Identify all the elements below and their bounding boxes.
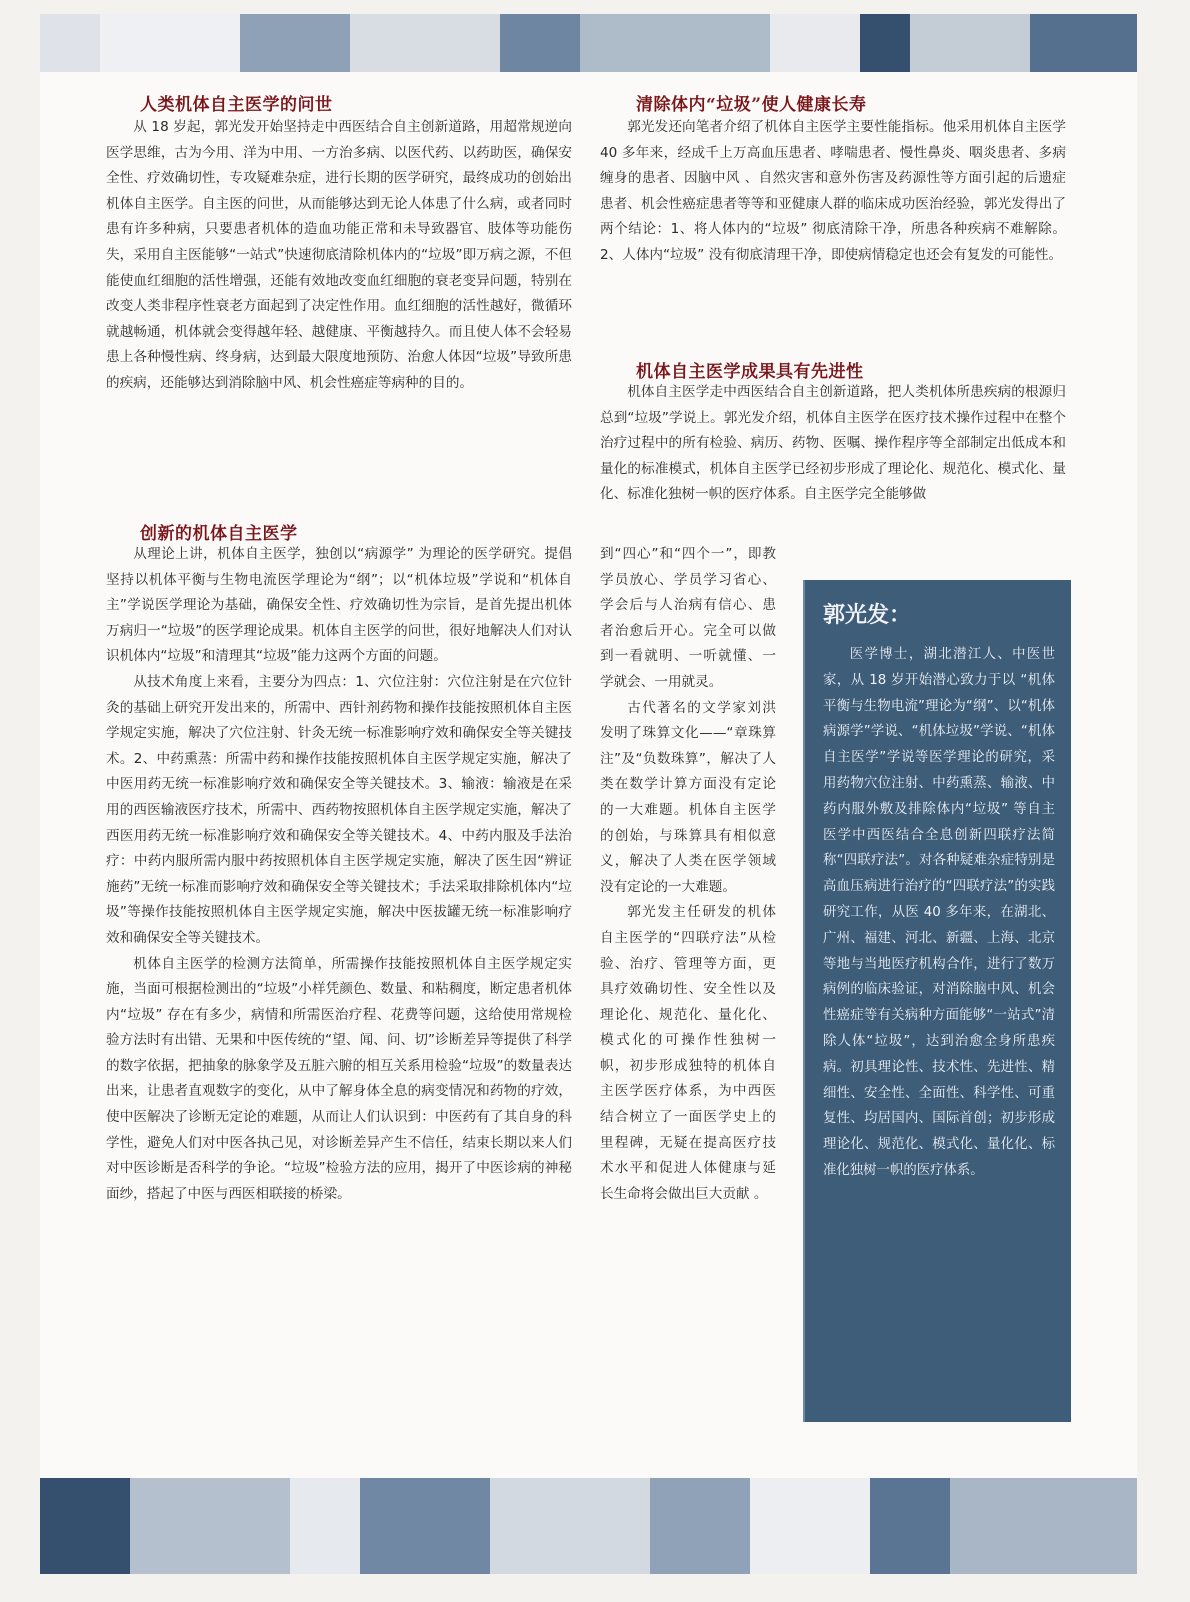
section-1-body [106, 115, 572, 397]
section-4-paragraph-3: 郭光发主任研发的机体自主医学的“四联疗法”从检验、治疗、管理等方面，更具疗效确切性、安全性以及理论化、规范化、量化化、模式化的可操作性独树一帜，初步形成独特的机体自主医学医疗体系，为中西医结合树立了一面医学史上的里程碑，无疑在提高医疗技术水平和促进人体健康与延长生命将会做出巨大贡献 。 [600, 904, 776, 1202]
section-2-paragraph-1: 从理论上讲，机体自主医学，独创以“病源学” 为理论的医学研究。提倡坚持以机体平衡与生物电流医学理论为“纲”；以“机体垃圾”学说和“机体自主”学说医学理论为基础，确保安全性、疗效确切性为宗旨，是首先提出机体万病归一“垃圾”的医学理论成果。机体自主医学的问世，很好地解决人们对认识机体内“垃圾”和清理其“垃圾”能力这两个方面的问题。 [106, 546, 572, 665]
section-2-body [106, 542, 572, 1207]
top-decorative-band [40, 14, 1137, 72]
section-1-paragraph: 从 18 岁起，郭光发开始坚持走中西医结合自主创新道路，用超常规逆向医学思维，古为今用、洋为中用、一方治多病、以医代药、以药助医，确保安全性、疗效确切性，专攻疑难杂症，进行长期的医学研究，最终成功的创始出机体自主医学。自主医的问世，从而能够达到无论人体患了什么病，或者同时患有许多种病，只要患者机体的造血功能正常和未导致器官、肢体等功能伤失，采用自主医能够“一站式”快速彻底清除机体内的“垃圾”即万病之源，不但能使血红细胞的活性增强，还能有效地改变血红细胞的衰老变异问题，特别在改变人类非程序性衰老方面起到了决定性作用。血红细胞的活性越好，微循环就越畅通，机体就会变得越年轻、越健康、平衡越持久。而且使人体不会轻易患上各种慢性病、终身病，达到最大限度地预防、治愈人体因“垃圾”导致所患的疾病，还能够达到消除脑中风、机会性癌症等病种的目的。 [106, 119, 572, 391]
section-4-paragraph-1: 机体自主医学走中西医结合自主创新道路，把人类机体所患疾病的根源归总到“垃圾”学说上。郭光发介绍，机体自主医学在医疗技术操作过程中在整个治疗过程中的所有检验、病历、药物、医嘱、操作程序等全部制定出低成本和量化的标准模式，机体自主医学已经初步形成了理论化、规范化、模式化、量化、标准化独树一帜的医疗体系。自主医学完全能够做 [600, 384, 1066, 503]
bottom-decorative-band [40, 1478, 1137, 1574]
section-2-heading: 创新的机体自主医学 [140, 524, 298, 544]
section-4-paragraph-1-cont: 到“四心”和“四个一”，即教学员放心、学员学习省心、学会后与人治病有信心、患者治愈后开心。完全可以做到一看就明、一听就懂、一学就会、一用就灵。 [600, 546, 776, 690]
sidebar-body [823, 642, 1055, 1184]
section-4-heading: 机体自主医学成果具有先进性 [636, 362, 864, 382]
profile-sidebar [803, 580, 1071, 1422]
section-3-body [600, 115, 1066, 269]
sidebar-title: 郭光发： [823, 602, 912, 628]
sidebar-paragraph: 医学博士，湖北潜江人、中医世家，从 18 岁开始潜心致力于以 “机体平衡与生物电流”理论为“纲”、以“机体病源学”学说、“机体垃圾”学说、“机体自主医学”学说等医学理论的研究，采用药物穴位注射、中药熏蒸、输液、中药内服外敷及排除体内“垃圾” 等自主医学中西医结合全息创新四联疗法简称“四联疗法”。对各种疑难杂症特别是高血压病进行治疗的“四联疗法”的实践研究工作，从医 40 多年来，在湖北、广州、福建、河北、新疆、上海、北京等地与当地医疗机构合作，进行了数万病例的临床验证，对消除脑中风、机会性癌症等有关病种方面能够“一站式”清除人体“垃圾”，达到治愈全身所患疾病。初具理论性、技术性、先进性、精细性、安全性、全面性、科学性、可重复性、均居国内、国际首创；初步形成理论化、规范化、模式化、量化化、标准化独树一帜的医疗体系。 [823, 647, 1055, 1178]
section-1-heading: 人类机体自主医学的问世 [140, 95, 333, 115]
magazine-page [40, 14, 1137, 1574]
section-4-intro [600, 380, 1066, 508]
section-3-paragraph: 郭光发还向笔者介绍了机体自主医学主要性能指标。他采用机体自主医学 40 多年来，经成千上万高血压患者、哮喘患者、慢性鼻炎、咽炎患者、多病缠身的患者、因脑中风 、自然灾害和意外伤害及药源性等方面引起的后遗症患者、机会性癌症患者等等和亚健康人群的临床成功医治经验，郭光发得出了两个结论：1、将人体内的“垃圾” 彻底清除干净，所患各种疾病不难解除。 2、人体内“垃圾” 没有彻底清理干净，即使病情稳定也还会有复发的可能性。 [600, 119, 1066, 263]
section-4-paragraph-2: 古代著名的文学家刘洪发明了珠算文化——“章珠算注”及“负数珠算”，解决了人类在数学计算方面没有定论的一大难题。机体自主医学的创始，与珠算具有相似意义，解决了人类在医学领域没有定论的一大难题。 [600, 699, 776, 895]
section-2-paragraph-3: 机体自主医学的检测方法简单，所需操作技能按照机体自主医学规定实施，当面可根据检测出的“垃圾”小样凭颜色、数量、和粘稠度，断定患者机体内“垃圾” 存在有多少，病情和所需医治疗程、花费等问题，这给使用常规检验方法时有出错、无果和中医传统的“望、闻、问、切”诊断差异等提供了科学的数字依据，把抽象的脉象学及五脏六腑的相互关系用检验“垃圾”的数量表达出来，让患者直观数字的变化，从中了解身体全息的病变情况和药物的疗效，使中医解决了诊断无定论的难题，从而让人们认识到：中医药有了其自身的科学性，避免人们对中医各执己见，对诊断差异产生不信任，结束长期以来人们对中医诊断是否科学的争论。“垃圾”检验方法的应用，揭开了中医诊病的神秘面纱，搭起了中医与西医相联接的桥梁。 [106, 955, 572, 1202]
section-3-heading: 清除体内“垃圾”使人健康长寿 [636, 95, 867, 115]
section-4-narrow-column [600, 542, 776, 1207]
section-2-paragraph-2: 从技术角度上来看，主要分为四点：1、穴位注射：穴位注射是在穴位针灸的基础上研究开发出来的，所需中、西针剂药物和操作技能按照机体自主医学规定实施，解决了穴位注射、针灸无统一标准影响疗效和确保安全等关键技术。2、中药熏蒸：所需中药和操作技能按照机体自主医学规定实施，解决了中医用药无统一标准影响疗效和确保安全等关键技术。3、输液：输液是在采用的西医输液医疗技术，所需中、西药物按照机体自主医学规定实施，解决了西医用药无统一标准影响疗效和确保安全等关键技术。4、中药内服及手法治疗：中药内服所需内服中药按照机体自主医学规定实施，解决了医生因“辨证施药”无统一标准而影响疗效和确保安全等关键技术；手法采取排除机体内“垃圾”等操作技能按照机体自主医学规定实施，解决中医拔罐无统一标准影响疗效和确保安全等关键技术。 [106, 673, 572, 946]
